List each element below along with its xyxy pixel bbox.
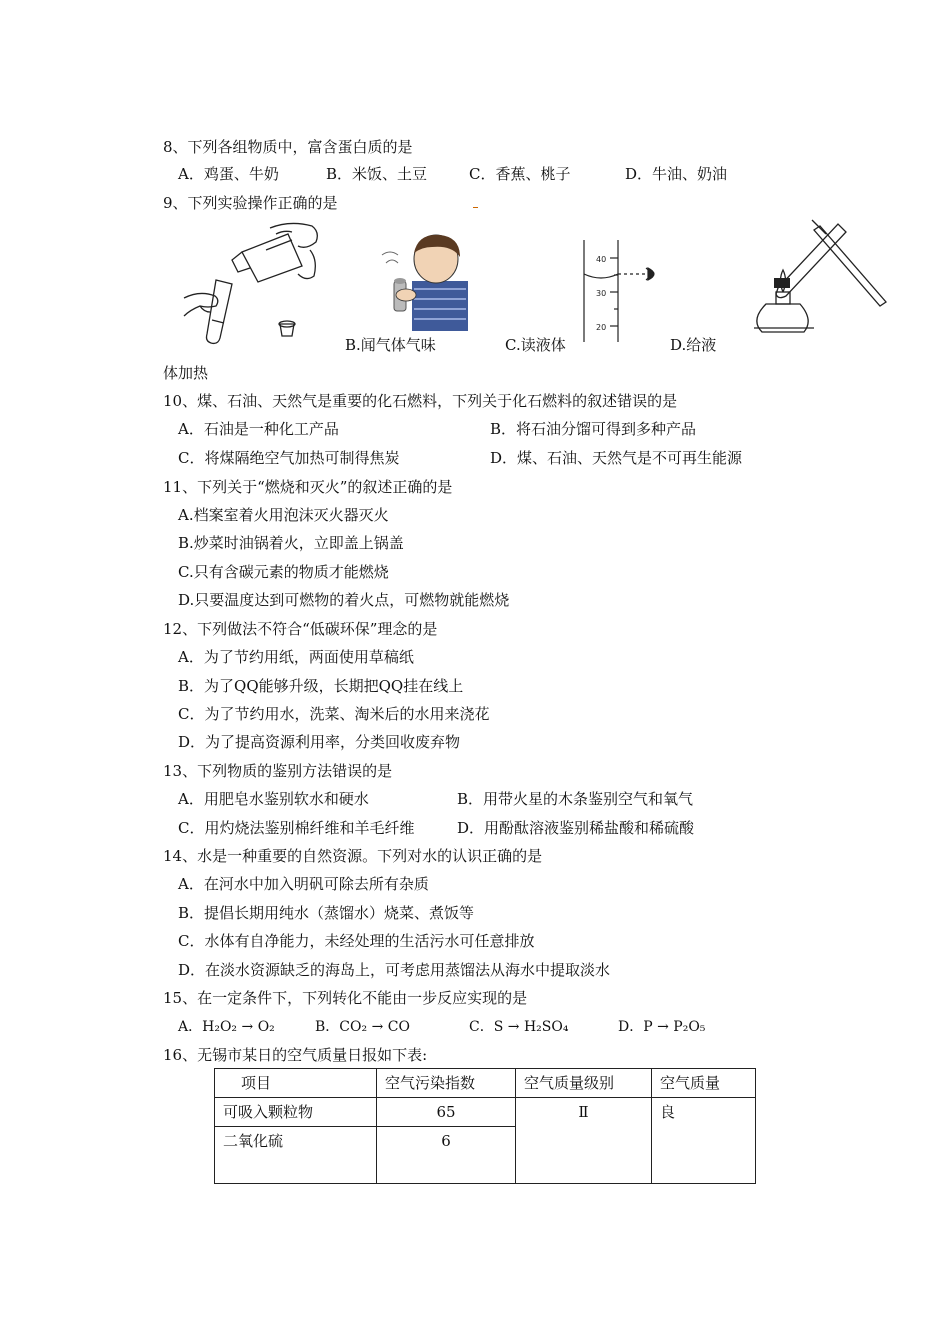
q11-option-c: C.只有含碳元素的物质才能燃烧 bbox=[178, 563, 389, 581]
cylinder-reading-illustration bbox=[570, 238, 675, 342]
q13-option-b: B．用带火星的木条鉴别空气和氧气 bbox=[457, 790, 694, 808]
q9-caption-c: C.读液体 bbox=[505, 336, 566, 354]
smelling-gas-illustration bbox=[372, 233, 470, 333]
q13-stem: 13、下列物质的鉴别方法错误的是 bbox=[163, 762, 393, 780]
q14-stem: 14、水是一种重要的自然资源。下列对水的认识正确的是 bbox=[163, 847, 543, 865]
q8-stem: 8、下列各组物质中，富含蛋白质的是 bbox=[163, 138, 413, 156]
reactant: S bbox=[493, 1019, 504, 1035]
q10-option-b: B．将石油分馏可得到多种产品 bbox=[490, 420, 697, 438]
q13-option-c: C．用灼烧法鉴别棉纤维和羊毛纤维 bbox=[178, 819, 415, 837]
row-item: 二氧化硫 bbox=[215, 1127, 377, 1184]
q15-option-d bbox=[618, 1017, 705, 1037]
cylinder-tick-40: 40 bbox=[596, 255, 607, 264]
pouring-liquid-illustration bbox=[180, 220, 325, 350]
level-cell: Ⅱ bbox=[516, 1098, 652, 1184]
q11-stem: 11、下列关于“燃烧和灭火”的叙述正确的是 bbox=[163, 478, 453, 496]
heating-liquid-illustration bbox=[748, 208, 890, 343]
q8-option-d: D．牛油、奶油 bbox=[625, 165, 728, 183]
q13-option-a: A．用肥皂水鉴别软水和硬水 bbox=[178, 790, 369, 808]
q9-caption-d: D.给液 bbox=[670, 336, 717, 354]
q9-stem: 9、下列实验操作正确的是 bbox=[163, 194, 338, 212]
q12-option-a: A．为了节约用纸，两面使用草稿纸 bbox=[178, 648, 414, 666]
product: O₂ bbox=[257, 1019, 275, 1035]
reactant: H₂O₂ bbox=[202, 1019, 238, 1035]
option-letter: C． bbox=[469, 1019, 494, 1035]
q12-stem: 12、下列做法不符合“低碳环保”理念的是 bbox=[163, 620, 438, 638]
row-index: 6 bbox=[377, 1127, 516, 1184]
product: CO bbox=[387, 1019, 410, 1035]
air-quality-table bbox=[214, 1068, 756, 1184]
q11-option-a: A.档案室着火用泡沫灭火器灭火 bbox=[178, 506, 389, 524]
q10-option-c: C．将煤隔绝空气加热可制得焦炭 bbox=[178, 449, 400, 467]
q9-caption-continuation: 体加热 bbox=[163, 364, 209, 382]
arrow-icon: → bbox=[371, 1019, 384, 1035]
quality-cell: 良 bbox=[652, 1098, 756, 1184]
row-item: 可吸入颗粒物 bbox=[215, 1098, 377, 1127]
q14-option-c: C．水体有自净能力，未经处理的生活污水可任意排放 bbox=[178, 932, 535, 950]
table-header-row bbox=[215, 1069, 756, 1098]
q15-option-c bbox=[469, 1017, 568, 1037]
stray-mark bbox=[473, 207, 478, 208]
option-letter: D． bbox=[618, 1019, 644, 1035]
q8-option-b: B．米饭、土豆 bbox=[326, 165, 428, 183]
q15-stem: 15、在一定条件下，下列转化不能由一步反应实现的是 bbox=[163, 989, 528, 1007]
q9-caption-b: B.闻气体气味 bbox=[345, 336, 436, 354]
reactant: CO₂ bbox=[339, 1019, 368, 1035]
q8-option-a: A．鸡蛋、牛奶 bbox=[178, 165, 279, 183]
q16-stem: 16、无锡市某日的空气质量日报如下表: bbox=[163, 1046, 428, 1064]
q15-option-b bbox=[315, 1017, 410, 1037]
header-level: 空气质量级别 bbox=[516, 1069, 652, 1098]
q14-option-d: D．在淡水资源缺乏的海岛上，可考虑用蒸馏法从海水中提取淡水 bbox=[178, 961, 611, 979]
cylinder-tick-30: 30 bbox=[596, 289, 607, 298]
product: H₂SO₄ bbox=[523, 1019, 569, 1035]
row-index: 65 bbox=[377, 1098, 516, 1127]
q15-option-a bbox=[178, 1017, 275, 1037]
q12-option-b: B．为了QQ能够升级，长期把QQ挂在线上 bbox=[178, 677, 464, 695]
header-item: 项目 bbox=[215, 1069, 377, 1098]
arrow-icon: → bbox=[241, 1019, 254, 1035]
table-row bbox=[215, 1098, 756, 1127]
option-letter: B． bbox=[315, 1019, 340, 1035]
q12-option-c: C．为了节约用水，洗菜、淘米后的水用来浇花 bbox=[178, 705, 490, 723]
header-quality: 空气质量 bbox=[652, 1069, 756, 1098]
option-letter: A． bbox=[178, 1019, 203, 1035]
q13-option-d: D．用酚酞溶液鉴别稀盐酸和稀硫酸 bbox=[457, 819, 695, 837]
header-index: 空气污染指数 bbox=[377, 1069, 516, 1098]
q14-option-a: A．在河水中加入明矾可除去所有杂质 bbox=[178, 875, 429, 893]
arrow-icon: → bbox=[657, 1019, 669, 1035]
q10-option-d: D．煤、石油、天然气是不可再生能源 bbox=[490, 449, 743, 467]
reactant: P bbox=[643, 1019, 653, 1035]
q10-option-a: A．石油是一种化工产品 bbox=[178, 420, 339, 438]
q11-option-b: B.炒菜时油锅着火，立即盖上锅盖 bbox=[178, 534, 404, 552]
q8-option-c: C．香蕉、桃子 bbox=[469, 165, 571, 183]
arrow-icon: → bbox=[507, 1019, 520, 1035]
q14-option-b: B．提倡长期用纯水（蒸馏水）烧菜、煮饭等 bbox=[178, 904, 475, 922]
q12-option-d: D．为了提高资源利用率，分类回收废弃物 bbox=[178, 733, 461, 751]
q10-stem: 10、煤、石油、天然气是重要的化石燃料，下列关于化石燃料的叙述错误的是 bbox=[163, 392, 678, 410]
product: P₂O₅ bbox=[673, 1019, 706, 1035]
q11-option-d: D.只要温度达到可燃物的着火点，可燃物就能燃烧 bbox=[178, 591, 510, 609]
cylinder-tick-20: 20 bbox=[596, 323, 607, 332]
